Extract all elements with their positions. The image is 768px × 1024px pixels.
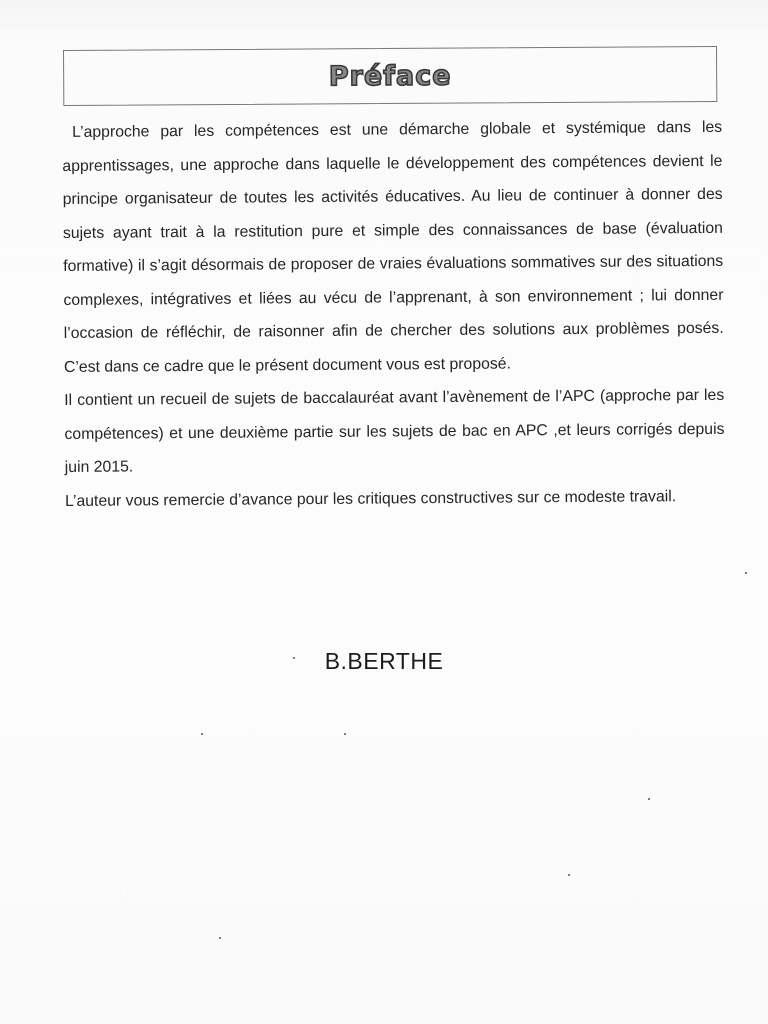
paragraph-thanks: L’auteur vous remercie d’avance pour les critiques constructives sur ce modeste travail. [64, 487, 677, 510]
paragraph-contents: Il contient un recueil de sujets de baccalauréat avant l’avènement de l’APC (approche par les compétences) et une deuxième partie sur les sujets de bac en APC ,et leurs corrigés depuis juin 2015. [64, 386, 725, 476]
scan-speck [745, 572, 747, 574]
author-signature: B.BERTHE [324, 648, 444, 674]
paragraph-intro: L’approche par les compétences est une démarche globale et systémique dans les apprentissages, une approche dans laquelle le développement des compétences devient le principe organisateur de toutes les activités éducatives. Au lieu de continuer à donner des sujets ayant trait à la restitution pure et simple des connaissances de base (évaluation formative) il s’agit désormais de proposer de vraies évaluations sommatives sur des situations complexes, intégratives et liées au vécu de l’apprenant, à son environnement ; lui donner l’occasion de réfléchir, de raisonner afin de chercher des solutions aux problèmes posés. C’est dans ce cadre que le présent document vous est proposé. [62, 118, 724, 376]
preface-body [62, 111, 725, 518]
scan-speck [648, 798, 650, 800]
scan-speck [344, 733, 346, 735]
scan-speck [219, 937, 221, 939]
page-title: Préface [328, 60, 452, 93]
scan-speck [201, 733, 203, 735]
scan-speck [568, 874, 570, 876]
title-box [63, 46, 717, 106]
scan-speck [293, 657, 295, 659]
